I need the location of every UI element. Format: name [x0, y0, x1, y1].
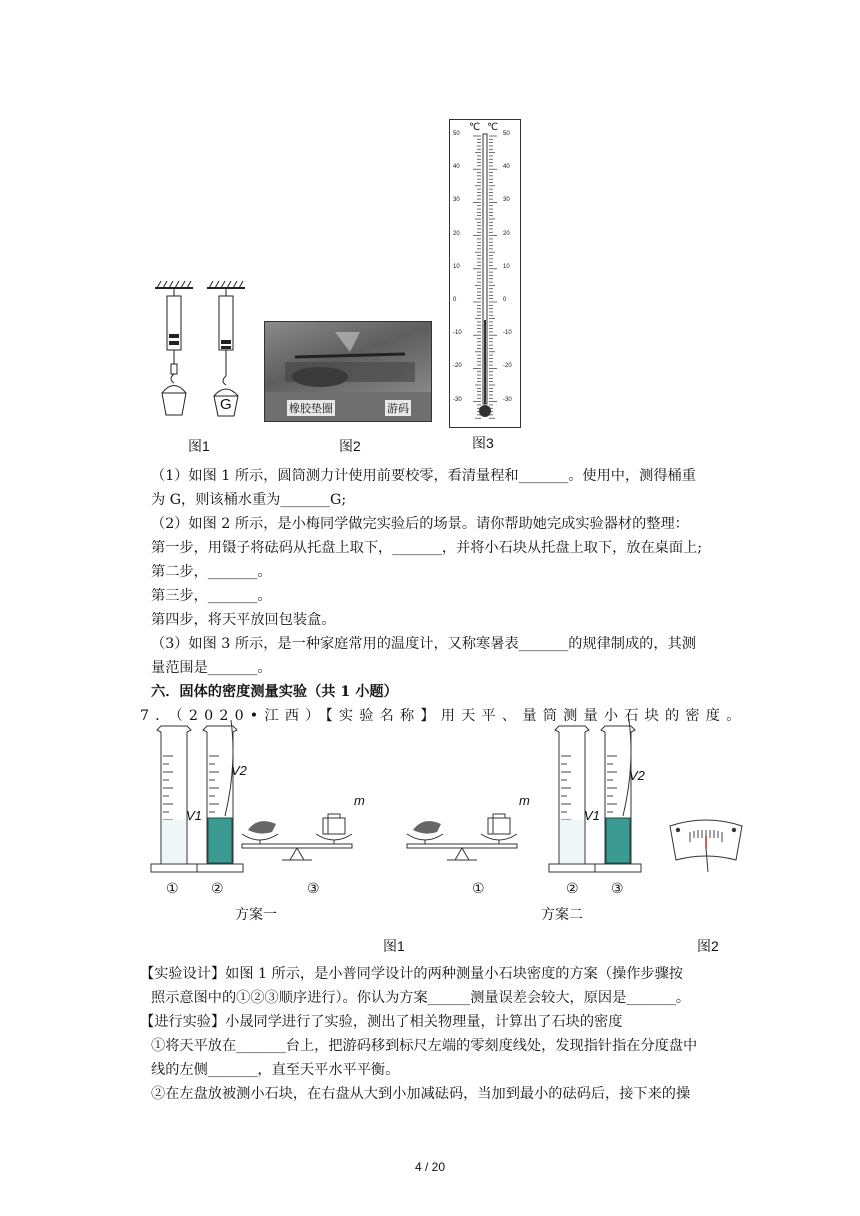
q3-line-1: （3）如图 3 所示，是一种家庭常用的温度计，又称寒暑表_______的规律制成的，其测: [151, 636, 696, 652]
figure-1-density-plans: [145, 720, 745, 910]
thermometer-label-right: 50: [503, 131, 510, 137]
figure-2-caption: 图2: [339, 438, 361, 454]
thermometer-label-left: 20: [453, 230, 460, 237]
q3-line-2: 量范围是_______。: [151, 660, 272, 676]
q2-line-1: （2）如图 2 所示，是小梅同学做完实验后的场景。请你帮助她完成实验器材的整理：: [151, 516, 689, 532]
thermometer-label-right: 0: [503, 297, 507, 303]
figure-1-caption: 图1: [188, 438, 210, 454]
plan2-step-2: ②: [566, 880, 579, 896]
figure-1-weight-label: G: [220, 396, 232, 413]
v1-label-plan1: V1: [186, 808, 202, 823]
thermometer-label-right: 40: [503, 164, 510, 171]
plan1-step-3: ③: [307, 880, 320, 896]
figure-1-spring-scales: [145, 278, 255, 428]
q1-line-2: 为 G，则该桶水重为_______G;: [151, 492, 347, 508]
q7-title-line: 7．（2020•江西）【实验名称】用天平、量筒测量小石块的密度。: [140, 708, 747, 724]
experiment-line-2: ①将天平放在_______台上，把游码移到标尺左端的零刻度线处，发现指针指在分度盘中: [151, 1038, 698, 1054]
design-line-2: 照示意图中的①②③顺序进行）。你认为方案______测量误差会较大，原因是_______。: [151, 990, 691, 1006]
design-line-1: 【实验设计】如图 1 所示，是小普同学设计的两种测量小石块密度的方案（操作步骤按: [140, 966, 683, 982]
section-heading: 六．固体的密度测量实验（共 1 小题）: [151, 684, 398, 700]
figure-3-caption: 图3: [472, 435, 494, 451]
mass-label-plan2: m: [519, 793, 530, 808]
q2-step-1: 第一步，用镊子将砝码从托盘上取下，_______，并将小石块从托盘上取下，放在桌面上;: [151, 540, 703, 556]
thermometer-label-right: 20: [503, 230, 510, 237]
q2-step-2: 第二步，_______。: [151, 564, 272, 580]
page-number: 4 / 20: [414, 1160, 446, 1174]
figure-2-caption-bottom: 图2: [697, 938, 719, 954]
thermometer-label-left: 10: [453, 263, 460, 270]
plan2-step-1: ①: [472, 880, 485, 896]
plan-2-label: 方案二: [541, 906, 583, 922]
thermometer-label-right: 30: [503, 197, 510, 204]
thermometer-unit-left: ℃: [469, 122, 481, 133]
figure-1-caption-bottom: 图1: [383, 938, 405, 954]
v1-label-plan2: V1: [584, 808, 600, 823]
thermometer-label-right: -30: [503, 396, 512, 403]
figure-2-balance-photo: [264, 321, 432, 422]
thermometer-label-left: 40: [453, 164, 460, 171]
figure-2-pad-label: 橡胶垫圈: [287, 400, 335, 416]
thermometer-label-left: -10: [453, 330, 462, 337]
plan-1-label: 方案一: [235, 906, 277, 922]
thermometer-label-right: 10: [503, 263, 510, 270]
experiment-line-4: ②在左盘放被测小石块，在右盘从大到小加减砝码，当加到最小的砝码后，接下来的操: [151, 1086, 691, 1102]
experiment-line-3: 线的左侧_______，直至天平水平平衡。: [151, 1062, 400, 1078]
thermometer-label-left: -30: [453, 396, 462, 403]
plan1-step-1: ①: [166, 880, 179, 896]
plan1-step-2: ②: [211, 880, 224, 896]
thermometer-unit-right: ℃: [487, 122, 499, 133]
experiment-line-1: 【进行实验】小晟同学进行了实验，测出了相关物理量，计算出了石块的密度: [140, 1014, 623, 1030]
q1-line-1: （1）如图 1 所示，圆筒测力计使用前要校零，看清量程和_______。使用中，测得桶重: [151, 468, 696, 484]
q2-step-4: 第四步，将天平放回包装盒。: [151, 612, 336, 628]
v2-label-plan2: V2: [629, 768, 645, 783]
v2-label-plan1: V2: [231, 763, 247, 778]
thermometer-label-left: 50: [453, 131, 460, 137]
plan2-step-3: ③: [611, 880, 624, 896]
thermometer-label-left: 30: [453, 197, 460, 204]
thermometer-label-left: -20: [453, 363, 462, 370]
thermometer-label-right: -20: [503, 363, 512, 370]
figure-2-rider-label: 游码: [385, 400, 411, 416]
mass-label-plan1: m: [354, 793, 365, 808]
q2-step-3: 第三步，_______。: [151, 588, 272, 604]
figure-3-thermometer: [449, 119, 521, 428]
thermometer-label-right: -10: [503, 330, 512, 337]
thermometer-label-left: 0: [453, 297, 457, 303]
